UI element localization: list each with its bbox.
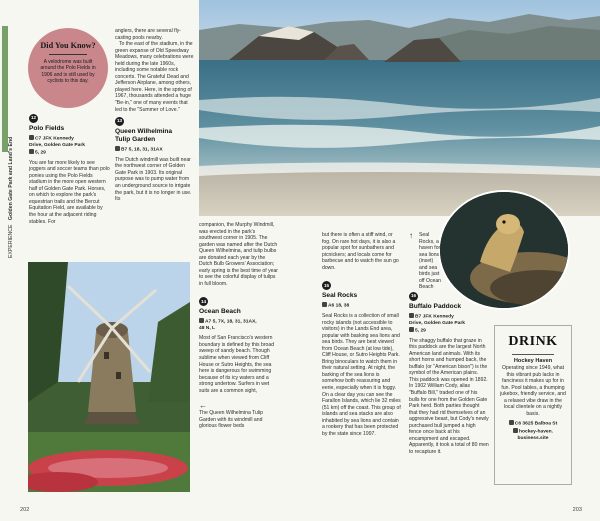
section-name: EXPERIENCE [8, 224, 14, 258]
entry-title: Queen Wilhelmina Tulip Garden [115, 128, 173, 144]
entry-number: 14 [199, 297, 208, 306]
column-buffalo [409, 292, 489, 455]
map-icon [409, 313, 414, 318]
venue-text: Operating since 1949, what this vibrant pub lacks in fanciness it makes up for in fun. Pool tables, a thumping jukebox, friendly service, and a relaxed vibe draw in the local clientele on a nightly basis. [500, 365, 566, 417]
map-icon [199, 318, 204, 323]
drink-heading: DRINK [508, 334, 558, 349]
entry-text: The Dutch windmill was built near the northwest corner of Golden Gate Park in 1903. Its original purpose was to pump water from an underground source to irrigate the park, but it is no longer in use. Its [115, 156, 192, 203]
drink-box [494, 325, 572, 485]
entry-info: A6 18, 38 [322, 302, 402, 310]
entry-info: C7 JFK Kennedy Drive, Golden Gate Park 5, 29 [29, 136, 85, 156]
map-icon [115, 146, 120, 151]
tulip-entry [115, 117, 195, 203]
entry-number: 13 [115, 117, 124, 126]
seal-entry [322, 281, 402, 437]
area-name: Golden Gate Park and Land's End [8, 136, 14, 221]
map-icon [29, 135, 34, 140]
divider [49, 54, 87, 55]
seal-rocks-image [199, 0, 600, 216]
entry-title: Polo Fields [29, 125, 65, 132]
entry-text: The shaggy buffalo that graze in this paddock are the largest North American land animals. With its short horns and humped back, the buffalo (or "American bison") is the symbol of the American plains. This paddock was opened in 1892. In 1902 William Cody, alias "Buffalo Bill," traded one of his bulls for one from the Golden Gate Park herd. Both parties thought that they had rid themselves of an aggressive beast, but Cody's newly purchased bull jumped a high fence once back at his encampment and escaped. Apparently, it took a total of 80 men to recapture it. [409, 337, 489, 455]
entry-text: You are far more likely to see joggers and soccer teams than polo ponies using the Polo Fields stadium in the more open western half of Golden Gate Park. Horses, on which to explore the park's equestrian trails and the Bercut Equitation Field, are available by the hour at the adjacent riding stables. For [29, 159, 110, 225]
entry-text: Seal Rocks is a collection of small rocky islands (not accessible to visitors) in the Lands End area, popular with basking sea lions and sea birds. They are best viewed from Ocean Beach (at low tide), Cliff House, or Sutro Heights Park. Bring binoculars to watch them in their natural setting. At night, the barking of the sea lions is somehow both reassuring and eerie, especially when it is foggy. On a clear day you can see the Farallon Islands, which lie 32 miles (51 km) off the coast. This group of islands and sea stacks are also inhabited by sea lions and contain a rookery that has been protected by the state since 1997. [322, 312, 401, 437]
entry-info: B7 JFK Kennedy Drive, Golden Gate Park 5, 29 [409, 314, 465, 334]
entry-info: B7 5, 18, 31, 31AX [115, 146, 195, 154]
column-3 [199, 222, 279, 430]
entry-number: 15 [322, 281, 331, 290]
map-icon [509, 420, 514, 425]
windmill-photo [28, 262, 190, 492]
venue-name: Hockey Haven [513, 358, 553, 364]
entry-number: 12 [29, 114, 38, 123]
venue-info: C6 3625 Balboa St hockey-haven. business.site [499, 420, 567, 442]
did-you-know-title: Did You Know? [40, 41, 96, 50]
bus-icon [29, 149, 34, 154]
divider [512, 354, 554, 355]
column-4 [322, 232, 402, 437]
entry-info: A7 5, 7X, 18, 31, 31AX, 48 N, L [199, 319, 257, 332]
continued-text: anglers, there are several fly-casting pools nearby. [115, 28, 181, 41]
ocean-continued-text: but there is often a stiff wind, or fog. On rare hot days, it is also a popular spot for sunbathers and picnickers; and locals come for barbecue and to watch the sun go down. [322, 232, 399, 271]
bus-icon [409, 327, 414, 332]
column-2 [115, 28, 195, 203]
section-label [8, 137, 14, 258]
entry-title: Buffalo Paddock [409, 303, 462, 310]
sidebar [0, 0, 18, 521]
page-number-left: 202 [20, 507, 30, 513]
tulip-photo-caption [199, 402, 279, 430]
ocean-entry [199, 297, 279, 394]
caption-text: The Queen Wilhelmina Tulip Garden with its windmill and glorious flower beds [199, 410, 263, 430]
did-you-know-text: A velodrome was built around the Polo Fields in 1906 and is still used by cyclists to this day. [40, 59, 96, 84]
web-icon [513, 428, 518, 433]
speedway-text: To the east of the stadium, in the green expanse of Old Speedway Meadows, many celebrations were held during the late 1960s, including some notable rock concerts. The Grateful Dead and Jefferson Airplane, among others, played here. Here, in the spring of 1967, thousands attended a huge "Be-in," one of many events that led to the "Summer of Love." [115, 41, 194, 113]
entry-title: Ocean Beach [199, 308, 241, 316]
section-accent-bar [2, 26, 8, 152]
seal-rocks-photo [199, 0, 600, 216]
map-icon [322, 302, 327, 307]
tulip-continued-text: companion, the Murphy Windmill, was erected in the park's southwest corner in 1905. The garden was named after the Dutch Queen Wilhelmina, and tulip bulbs are donated each year by the Dutch Bulb Growers' Association; early spring is the best time of year to see the colorful display of tulips in full bloom. [199, 222, 278, 287]
caption-text: Seal Rocks, a haven for sea lions (inset) and sea birds just off Ocean Beach [419, 232, 441, 291]
arrow-up-icon: ↑ [409, 231, 413, 240]
did-you-know-badge [28, 28, 108, 108]
arrow-left-icon: ← [199, 401, 207, 411]
entry-title: Seal Rocks [322, 292, 358, 300]
windmill-image [28, 262, 190, 492]
page-number-right: 203 [572, 507, 582, 513]
entry-text: Most of San Francisco's western boundary is defined by this broad sweep of sandy beach. Though sublime when viewed from Cliff House or Sutro Heights, the sea here is dangerous for swimming because of its icy waters and a strong undertow. Surfers in wet suits are a common sight, [199, 335, 275, 394]
sea-lion-caption [409, 232, 443, 291]
column-polo-fields [29, 114, 110, 225]
entry-number: 16 [409, 292, 418, 301]
